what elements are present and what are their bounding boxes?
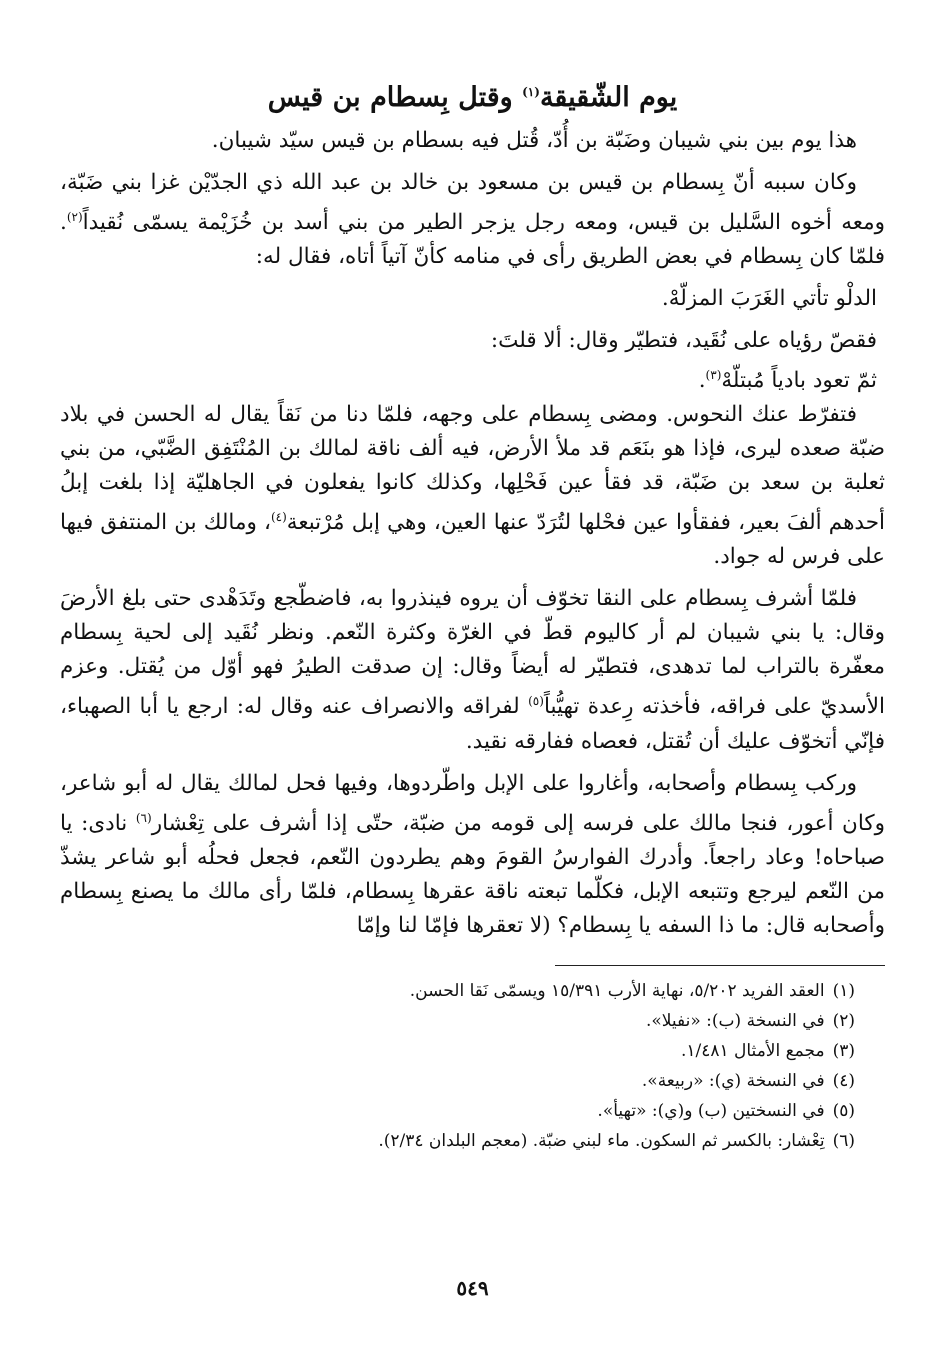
footnote-ref-6: (٦): [135, 810, 152, 825]
footnote-item: [60, 1036, 855, 1066]
paragraph-3-text: فتفرّط عنك النحوس. ومضى بِسطام على وجهه، فلمّا دنا من نَقاً يقال له الحسن في بلاد ضبّة صعده ليرى، فإذا هو بنَعَم قد ملأ الأرض، فيه ألف ناقة لمالك بن المُنْتَفِق الضَّبّي، من بني ثعلبة بن سعد بن ضَبّة، قد فقأ عين فَحْلِها، وكذلك كانوا يفعلون في الجاهليّة إذا بلغت إبلُ أحدهم ألفَ بعير، ففقأوا عين فحْلها لتُرَدّ عنها العين، وهي إبل مُرْتبعة: [60, 402, 885, 536]
footnote-number: (٢): [832, 1010, 855, 1031]
title-main: يوم الشّقيقة: [539, 82, 678, 113]
paragraph-4-tail: لفراقه والانصراف عنه وقال له: ارجع يا أبا الصهباء، فإنّي أتخوّف عليك أن تُقتل، فعصاه ففارقه نقيد.: [60, 694, 885, 754]
title-footnote-ref: (١): [522, 85, 540, 99]
footnote-divider: [555, 965, 885, 966]
paragraph-4: [60, 582, 885, 758]
footnote-item: [60, 1066, 855, 1096]
footnote-ref-4: (٤): [270, 510, 287, 525]
footnote-number: (٣): [832, 1040, 855, 1061]
paragraph-5-tail: نادى: يا صباحاه! وعاد راجعاً. وأدرك الفوارسُ القومَ وهم يطردون النّعم، فجعل فحلُه أبو شاعر يشذّ من النّعم ليرجع وتتبعه الإبل، فكلّما تبعته ناقة عقرها بِسطام، فلمّا رأى مالك ما يصنع بِسطام وأصحابه قال: ما ذا السفه يا بِسطام؟ (لا تعقرها فإمّا لنا وإمّا: [60, 810, 885, 938]
footnote-ref-2: (٢): [66, 210, 83, 224]
footnote-text: في النسخة (ي): «ربيعة».: [641, 1070, 825, 1091]
verse-line-2-text: ثمّ تعود بادياً مُبتلّهْ: [721, 368, 877, 394]
paragraph-5: [60, 767, 885, 943]
footnote-ref-3: (٣): [705, 368, 722, 383]
page-number: ٥٤٩: [456, 1276, 489, 1300]
footnote-ref-5: (٥): [528, 694, 544, 709]
footnote-item: [60, 1096, 855, 1126]
paragraph-2-text: وكان سببه أنّ بِسطام بن قيس بن مسعود بن خالد بن عبد الله ذي الجدّيْن غزا بني ضَبّة، ومعه أخوه السَّليل بن قيس، ومعه رجل يزجر الطير من بني أسد بن خُزَيْمة يسمّى نُقيداً: [60, 170, 885, 236]
chapter-title: [60, 72, 885, 118]
narrative-line: فقصّ رؤياه على نُقَيد، فتطيّر وقال: ألا قلتَ:: [490, 328, 877, 354]
footnote-item: [60, 1126, 855, 1156]
paragraph-2-tail: . فلمّا كان بِسطام في بعض الطريق رأى في منامه كأنّ آتياً أتاه، فقال له:: [60, 210, 885, 270]
footnote-item: [60, 1006, 855, 1036]
footnote-text: في النسخة (ب): «نفيلا».: [645, 1010, 825, 1031]
verse-line-1: الدلْو تأتي الغَرَبَ المزلّهْ.: [661, 286, 877, 312]
footnote-item: [60, 976, 855, 1006]
footnote-number: (٦): [832, 1130, 855, 1151]
footnote-text: مجمع الأمثال ١/٤٨١.: [680, 1040, 825, 1061]
paragraph-3-tail: ، ومالك بن المنتفق فيها على فرس له جواد.: [60, 510, 885, 570]
title-rest: وقتل بِسطام بن قيس: [267, 82, 513, 113]
footnote-text: العقد الفريد ٥/٢٠٢، نهاية الأرب ١٥/٣٩١ ويسمّى نَقا الحسن.: [409, 980, 825, 1001]
footnotes-list: [60, 976, 885, 1156]
paragraph-4-text: فلمّا أشرف بِسطام على النقا تخوّف أن يروه فينذروا به، فاضطّجع وتَدَهْدى حتى بلغ الأرضَ وقال: يا بني شيبان لم أر كاليوم قطّ في الغرّة وكثرة النّعم. ونظر نُقَيد إلى لحية بِسطام معفّرة بالتراب لما تدهدى، فتطيّر له أيضاً وقال: إن صدقت الطيرُ فهو أوّل من يُقتل. وعزم الأسديّ على فراقه، فأخذته رِعدة تهيُّباً: [60, 586, 885, 720]
paragraph-2: [60, 166, 885, 274]
footnote-number: (٤): [832, 1070, 855, 1091]
footnote-text: تِعْشار: بالكسر ثم السكون. ماء لبني ضبّة. (معجم البلدان ٢/٣٤).: [378, 1130, 825, 1151]
paragraph-3: [60, 398, 885, 574]
footnote-number: (١): [832, 980, 855, 1001]
paragraph-1: هذا يوم بين بني شيبان وضَبّة بن أُدّ، قُتل فيه بسطام بن قيس سيّد شيبان.: [211, 128, 857, 153]
verse-line-2: [60, 358, 885, 398]
footnote-number: (٥): [832, 1100, 855, 1121]
footnote-text: في النسختين (ب) و(ي): «تهيأ».: [597, 1100, 825, 1121]
verse-line-2-tail: .: [698, 368, 706, 394]
paragraph-5-text: وركب بِسطام وأصحابه، وأغاروا على الإبل واطّردوها، وفيها فحل لمالك يقال له أبو شاعر، وكان أعور، فنجا مالك على فرسه إلى قومه من ضبّة، حتّى إذا أشرف على تِعْشار: [60, 770, 885, 836]
